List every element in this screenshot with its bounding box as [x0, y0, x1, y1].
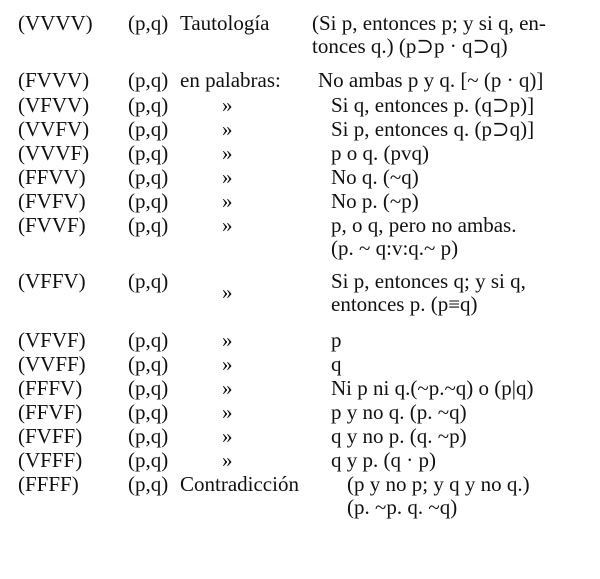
row-description [312, 12, 546, 58]
variables: (p,q) [128, 400, 169, 424]
description-line: tonces q.) (p⊃p · q⊃q) [312, 34, 508, 58]
variables: (p,q) [128, 424, 169, 448]
row-description [318, 69, 543, 92]
row-description [331, 401, 467, 424]
variables: (p,q) [128, 269, 169, 293]
ditto-mark: » [222, 280, 233, 304]
variables: (p,q) [128, 11, 169, 35]
row-description [331, 270, 526, 316]
description-line: p [331, 328, 342, 352]
row-label: Tautología [180, 11, 270, 35]
truth-code: (VFVF) [18, 328, 86, 352]
description-line: (Si p, entonces p; y si q, en- [312, 11, 546, 35]
description-line: No q. (~q) [331, 165, 419, 189]
truth-code: (VFFF) [18, 448, 83, 472]
variables: (p,q) [128, 189, 169, 213]
row-description [331, 142, 429, 165]
ditto-mark: » [222, 189, 233, 213]
description-line: (p. ~p. q. ~q) [347, 495, 458, 519]
ditto-mark: » [222, 141, 233, 165]
truth-code: (VVVV) [18, 11, 93, 35]
description-line: Si p, entonces q; y si q, [331, 269, 526, 293]
description-line: entonces p. (p≡q) [331, 292, 478, 316]
ditto-mark: » [222, 448, 233, 472]
variables: (p,q) [128, 117, 169, 141]
truth-code: (FVVF) [18, 213, 86, 237]
ditto-mark: » [222, 213, 233, 237]
variables: (p,q) [128, 68, 169, 92]
description-line: Si p, entonces q. (p⊃q)] [331, 117, 535, 141]
row-description [331, 353, 342, 376]
truth-code: (FFFV) [18, 376, 83, 400]
row-description [331, 449, 436, 472]
description-line: p, o q, pero no ambas. [331, 213, 517, 237]
variables: (p,q) [128, 328, 169, 352]
description-line: q y no p. (q. ~p) [331, 424, 467, 448]
truth-code: (VVFF) [18, 352, 86, 376]
variables: (p,q) [128, 448, 169, 472]
variables: (p,q) [128, 376, 169, 400]
truth-code: (VFVV) [18, 93, 90, 117]
truth-code: (FVVV) [18, 68, 90, 92]
row-description [331, 377, 533, 400]
row-description [331, 118, 534, 141]
row-description [331, 190, 419, 213]
ditto-mark: » [222, 352, 233, 376]
description-line: p o q. (pvq) [331, 141, 429, 165]
variables: (p,q) [128, 165, 169, 189]
variables: (p,q) [128, 93, 169, 117]
row-description [331, 329, 342, 352]
ditto-mark: » [222, 424, 233, 448]
ditto-mark: » [222, 400, 233, 424]
description-line: Ni p ni q.(~p.~q) o (p|q) [331, 376, 534, 400]
description-line: Si q, entonces p. (q⊃p)] [331, 93, 535, 117]
truth-code: (FFVV) [18, 165, 86, 189]
truth-code: (FFFF) [18, 472, 79, 496]
description-line: No ambas p y q. [~ (p · q)] [318, 68, 544, 92]
description-line: (p. ~ q:v:q.~ p) [331, 236, 459, 260]
description-line: (p y no p; y q y no q.) [347, 472, 530, 496]
truth-code: (FFVF) [18, 400, 83, 424]
variables: (p,q) [128, 213, 169, 237]
variables: (p,q) [128, 141, 169, 165]
description-line: q [331, 352, 342, 376]
variables: (p,q) [128, 352, 169, 376]
truth-code: (FVFF) [18, 424, 83, 448]
row-label: en palabras: [180, 68, 281, 92]
row-description [347, 473, 530, 519]
ditto-mark: » [222, 93, 233, 117]
description-line: No p. (~p) [331, 189, 419, 213]
row-description [331, 166, 419, 189]
row-label: Contradicción [180, 472, 299, 496]
truth-code: (FVFV) [18, 189, 86, 213]
ditto-mark: » [222, 376, 233, 400]
ditto-mark: » [222, 328, 233, 352]
ditto-mark: » [222, 117, 233, 141]
row-description [331, 94, 534, 117]
row-description [331, 214, 516, 260]
row-description [331, 425, 467, 448]
truth-code: (VFFV) [18, 269, 86, 293]
description-line: q y p. (q · p) [331, 448, 436, 472]
truth-code: (VVFV) [18, 117, 90, 141]
ditto-mark: » [222, 165, 233, 189]
description-line: p y no q. (p. ~q) [331, 400, 467, 424]
truth-code: (VVVF) [18, 141, 90, 165]
variables: (p,q) [128, 472, 169, 496]
